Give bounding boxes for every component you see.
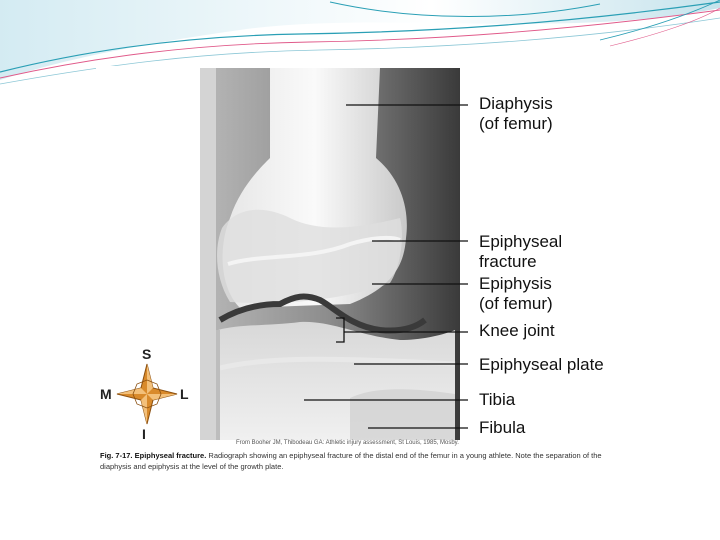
figure-number: Fig. 7-17. — [100, 451, 133, 460]
label-diaphysis: Diaphysis (of femur) — [479, 94, 553, 133]
figure-title: Epiphyseal fracture. — [134, 451, 207, 460]
figure-caption — [100, 450, 620, 472]
compass-medial: M — [100, 386, 112, 402]
label-knee-joint: Knee joint — [479, 321, 555, 340]
image-credit: From Booher JM, Thibodeau GA: Athletic injury assessment, St Louis, 1985, Mosby. — [236, 440, 459, 446]
label-epiphysis: Epiphysis (of femur) — [479, 274, 553, 313]
compass-superior: S — [142, 346, 152, 362]
label-epiphyseal-fracture: Epiphyseal fracture — [479, 232, 563, 271]
label-epiphyseal-plate: Epiphyseal plate — [479, 355, 604, 374]
caption-text: Radiograph showing an epiphyseal fracture of the distal end of the femur in a young athlete. Note the separation of the diaphysis and epiphysis at the level of the growth plate. — [100, 451, 602, 471]
label-fibula: Fibula — [479, 418, 526, 437]
compass-lateral: L — [180, 386, 189, 402]
compass-inferior: I — [142, 426, 146, 442]
figure-panel — [96, 66, 620, 478]
orientation-compass — [96, 342, 206, 442]
label-tibia: Tibia — [479, 390, 516, 409]
